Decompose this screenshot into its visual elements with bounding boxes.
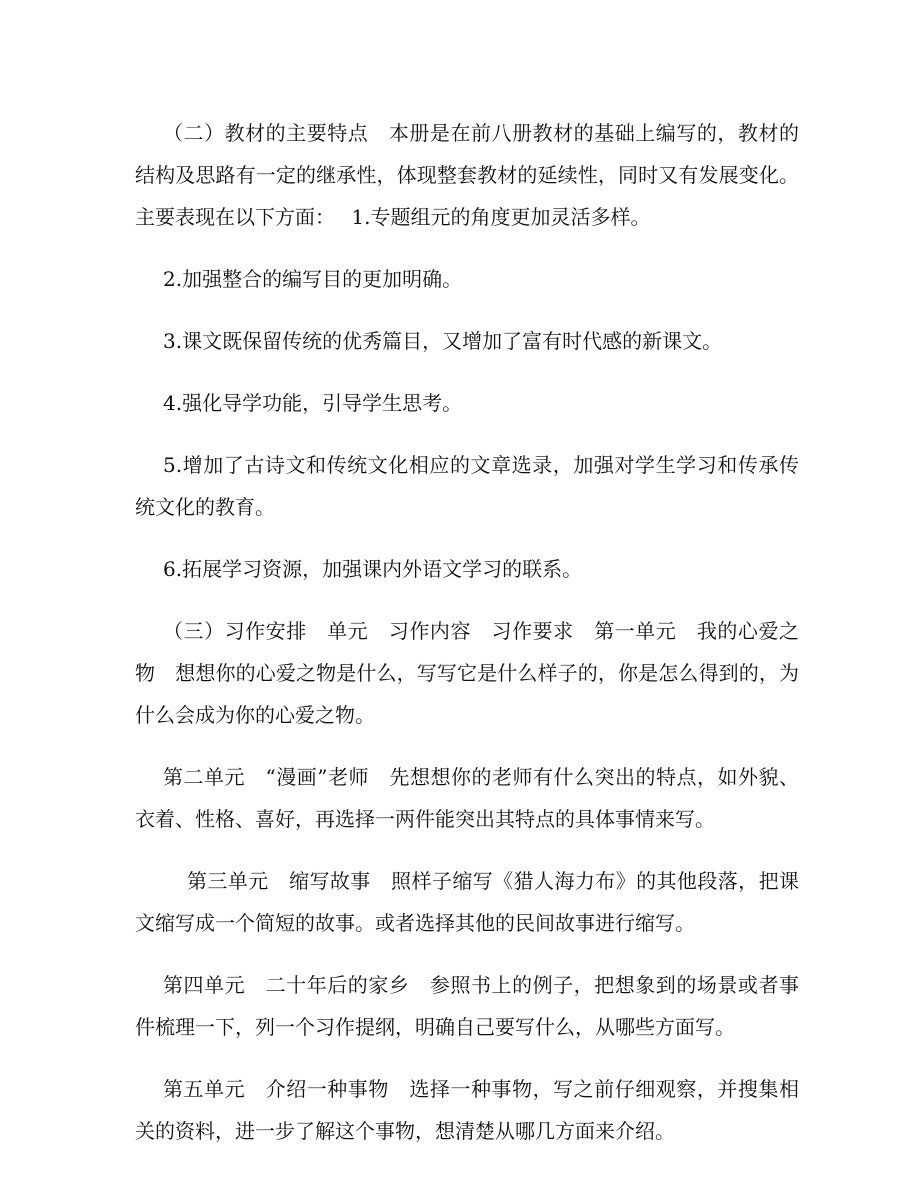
paragraph-point-6: 6.拓展学习资源，加强课内外语文学习的联系。 [163, 557, 583, 581]
paragraph-point-2: 2.加强整合的编写目的更加明确。 [163, 267, 463, 291]
paragraph-writing-arrangement: （三）习作安排 单元 习作内容 习作要求 第一单元 我的心爱之物 想想你的心爱之物是什么，写写它是什么样子的，你是怎么得到的，为什么会成为你的心爱之物。 [135, 619, 799, 727]
paragraph-unit-5: 第五单元 介绍一种事物 选择一种事物，写之前仔细观察，并搜集相关的资料，进一步了解这个事物，想清楚从哪几方面来介绍。 [135, 1077, 799, 1143]
paragraph-unit-4: 第四单元 二十年后的家乡 参照书上的例子，把想象到的场景或者事件梳理一下，列一个习作提纲，明确自己要写什么，从哪些方面写。 [135, 973, 799, 1039]
document-body [135, 112, 799, 1172]
paragraph-unit-2: 第二单元 “漫画”老师 先想想你的老师有什么突出的特点，如外貌、衣着、性格、喜好，再选择一两件能突出其特点的具体事情来写。 [135, 765, 799, 831]
paragraph-point-4: 4.强化导学功能，引导学生思考。 [163, 391, 463, 415]
paragraph-unit-3: 第三单元 缩写故事 照样子缩写《猎人海力布》的其他段落，把课文缩写成一个简短的故事。或者选择其他的民间故事进行缩写。 [135, 869, 799, 935]
paragraph-textbook-features: （二）教材的主要特点 本册是在前八册教材的基础上编写的，教材的结构及思路有一定的继承性，体现整套教材的延续性，同时又有发展变化。主要表现在以下方面： 1.专题组元的角度更加灵活多样。 [135, 121, 799, 229]
paragraph-point-3: 3.课文既保留传统的优秀篇目，又增加了富有时代感的新课文。 [163, 329, 723, 353]
paragraph-point-5: 5.增加了古诗文和传统文化相应的文章选录，加强对学生学习和传承传统文化的教育。 [135, 453, 799, 519]
